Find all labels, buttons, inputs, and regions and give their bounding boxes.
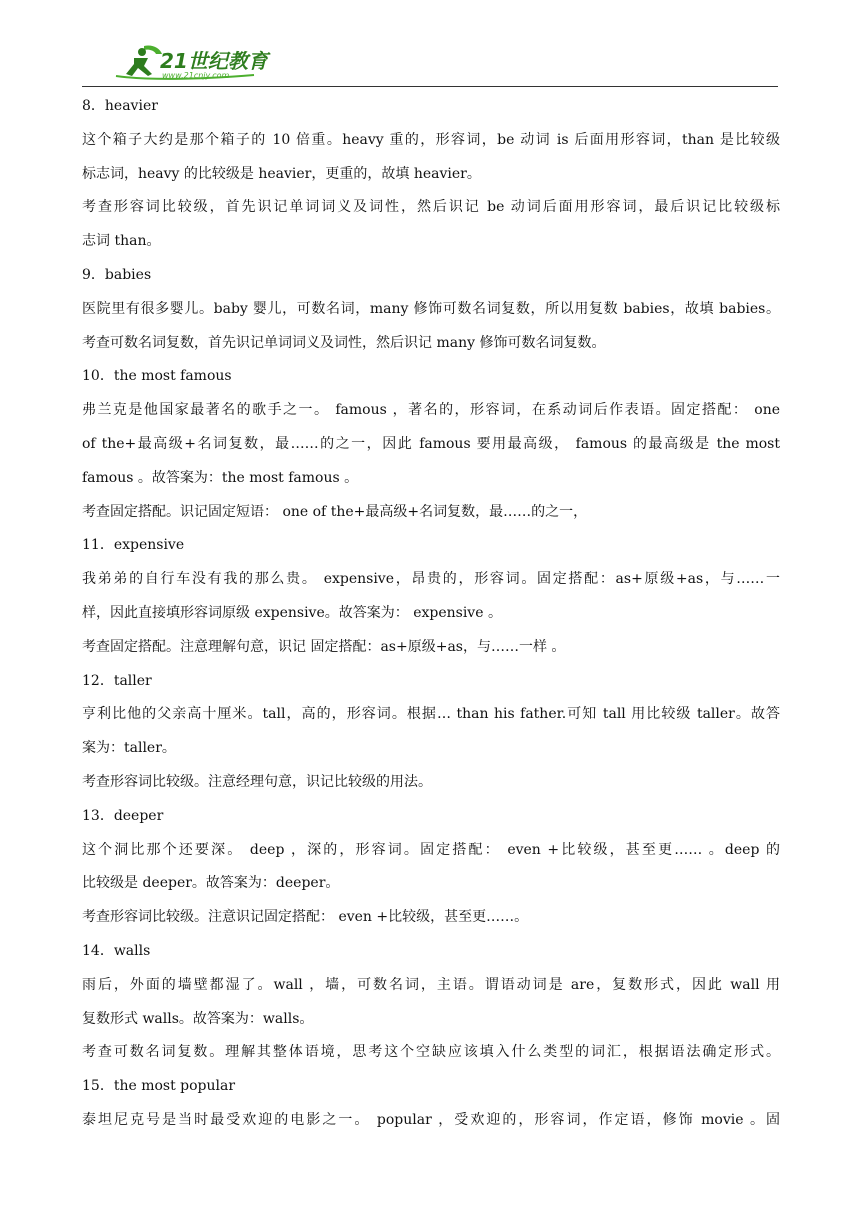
item-heading-13: 13．deeper: [82, 807, 164, 824]
paragraph-line: 雨后，外面的墙壁都湿了。wall ，墙，可数名词，主语。谓语动词是 are，复数形式，因此 wall 用: [82, 976, 780, 993]
paragraph-line: 比较级是 deeper。故答案为：deeper。: [82, 875, 340, 892]
paragraph-line: 案为：taller。: [82, 740, 176, 757]
paragraph-line: 考查形容词比较级。注意经理句意，识记比较级的用法。: [82, 773, 432, 790]
paragraph-line: 复数形式 walls。故答案为：walls。: [82, 1010, 314, 1027]
paragraph-line: 弗兰克是他国家最著名的歌手之一。 famous ，著名的，形容词，在系动词后作表语。固定搭配： one: [82, 402, 780, 419]
paragraph-line: 样，因此直接填形容词原级 expensive。故答案为： expensive 。: [82, 604, 502, 621]
paragraph-line: 医院里有很多婴儿。baby 婴儿，可数名词，many 修饰可数名词复数，所以用复数 babies，故填 babies。: [82, 300, 780, 317]
paragraph-line: 考查可数名词复数，首先识记单词词义及词性，然后识记 many 修饰可数名词复数。: [82, 334, 606, 351]
item-heading-11: 11．expensive: [82, 537, 185, 554]
paragraph-line: 考查形容词比较级。注意识记固定搭配： even +比较级，甚至更……。: [82, 909, 529, 926]
paragraph-line: of the+最高级+名词复数，最……的之一，因此 famous 要用最高级， famous 的最高级是 the most: [82, 435, 780, 452]
paragraph-line: 考查固定搭配。注意理解句意，识记 固定搭配：as+原级+as，与……一样 。: [82, 638, 566, 655]
paragraph-line: 泰坦尼克号是当时最受欢迎的电影之一。 popular ，受欢迎的，形容词，作定语，修饰 movie 。固: [82, 1111, 780, 1128]
paragraph-line: 志词 than。: [82, 233, 161, 250]
paragraph-line: 考查形容词比较级，首先识记单词词义及词性，然后识记 be 动词后面用形容词，最后识记比较级标: [82, 199, 780, 216]
paragraph-line: 这个洞比那个还要深。 deep ，深的，形容词。固定搭配： even +比较级，甚至更…… 。deep 的: [82, 841, 780, 858]
paragraph-line: 考查可数名词复数。理解其整体语境，思考这个空缺应该填入什么类型的词汇，根据语法确定形式。: [82, 1044, 780, 1061]
paragraph-line: 这个箱子大约是那个箱子的 10 倍重。heavy 重的，形容词，be 动词 is 后面用形容词，than 是比较级: [82, 131, 780, 148]
item-heading-15: 15．the most popular: [82, 1078, 236, 1095]
paragraph-line: 考查固定搭配。识记固定短语： one of the+最高级+名词复数，最……的之一，: [82, 503, 588, 520]
paragraph-line: 我弟弟的自行车没有我的那么贵。 expensive，昂贵的，形容词。固定搭配：as+原级+as，与……一: [82, 571, 780, 588]
logo-title: 21世纪教育: [160, 49, 268, 73]
paragraph-line: 标志词，heavy 的比较级是 heavier，更重的，故填 heavier。: [82, 165, 481, 182]
paragraph-line: 亨利比他的父亲高十厘米。tall，高的，形容词。根据… than his father.可知 tall 用比较级 taller。故答: [82, 706, 780, 723]
item-heading-8: 8．heavier: [82, 98, 158, 114]
brand-logo: [104, 42, 284, 84]
page-header: [82, 40, 778, 87]
logo-url: www.21cnjy.com: [162, 71, 230, 80]
answer-explanations: [82, 90, 780, 1138]
item-heading-9: 9．babies: [82, 266, 152, 283]
item-heading-12: 12．taller: [82, 672, 152, 689]
item-heading-14: 14．walls: [82, 942, 151, 959]
item-heading-10: 10．the most famous: [82, 368, 232, 385]
paragraph-line: famous 。故答案为：the most famous 。: [82, 469, 359, 486]
